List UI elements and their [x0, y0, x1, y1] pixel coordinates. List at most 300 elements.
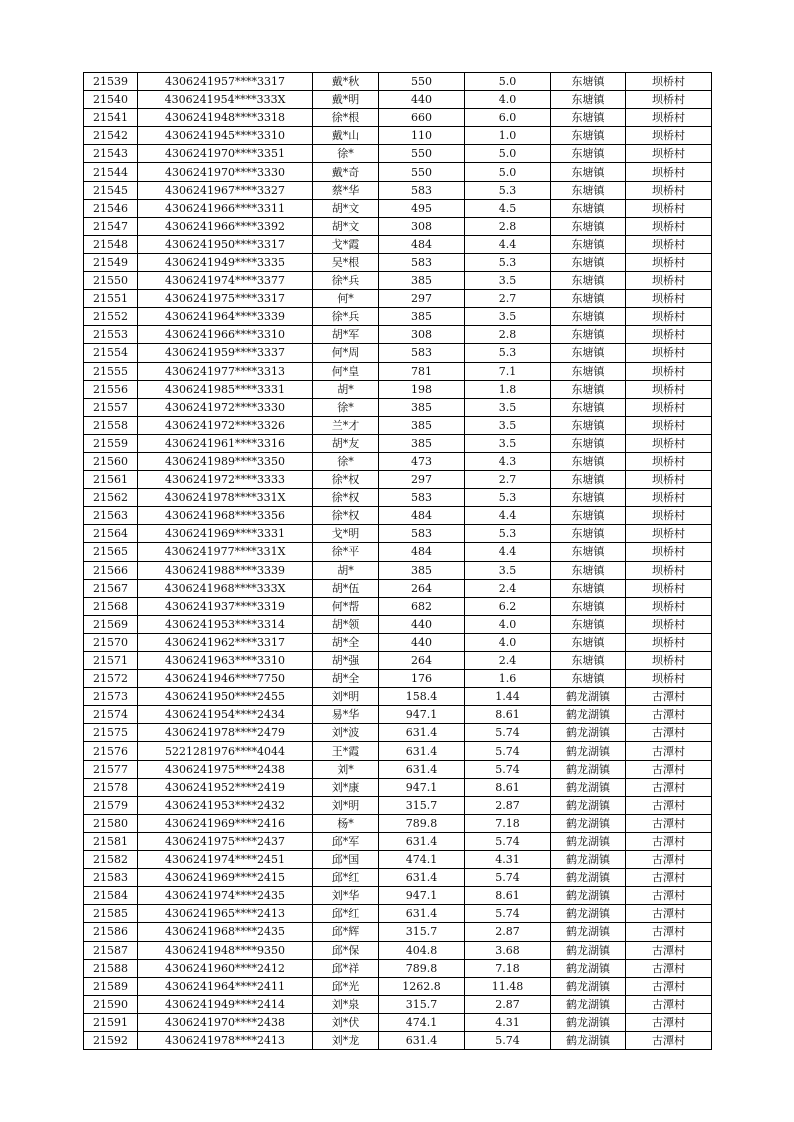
- village-cell: 坝桥村: [626, 579, 712, 597]
- town-cell: 东塘镇: [551, 525, 626, 543]
- village-cell: 坝桥村: [626, 507, 712, 525]
- table-row: [84, 199, 712, 217]
- table-row: [84, 380, 712, 398]
- table-row: [84, 235, 712, 253]
- amount-cell: 404.8: [379, 941, 465, 959]
- village-cell: 古潭村: [626, 923, 712, 941]
- quantity-cell: 4.4: [465, 543, 551, 561]
- id-number-cell: 4306241975****2438: [138, 760, 313, 778]
- village-cell: 坝桥村: [626, 670, 712, 688]
- name-cell: 邱*保: [313, 941, 379, 959]
- amount-cell: 631.4: [379, 760, 465, 778]
- table-row: [84, 290, 712, 308]
- seq-cell: 21556: [84, 380, 138, 398]
- name-cell: 王*霞: [313, 742, 379, 760]
- quantity-cell: 2.8: [465, 326, 551, 344]
- table-row: [84, 253, 712, 271]
- id-number-cell: 4306241957****3317: [138, 73, 313, 91]
- seq-cell: 21578: [84, 778, 138, 796]
- id-number-cell: 4306241970****3330: [138, 163, 313, 181]
- name-cell: 何*: [313, 290, 379, 308]
- seq-cell: 21587: [84, 941, 138, 959]
- town-cell: 鹤龙湖镇: [551, 869, 626, 887]
- quantity-cell: 4.3: [465, 452, 551, 470]
- id-number-cell: 5221281976****4044: [138, 742, 313, 760]
- amount-cell: 631.4: [379, 869, 465, 887]
- village-cell: 坝桥村: [626, 91, 712, 109]
- town-cell: 东塘镇: [551, 344, 626, 362]
- seq-cell: 21566: [84, 561, 138, 579]
- amount-cell: 550: [379, 163, 465, 181]
- village-cell: 古潭村: [626, 706, 712, 724]
- table-row: [84, 778, 712, 796]
- amount-cell: 385: [379, 398, 465, 416]
- quantity-cell: 5.3: [465, 525, 551, 543]
- name-cell: 徐*权: [313, 489, 379, 507]
- amount-cell: 440: [379, 633, 465, 651]
- amount-cell: 474.1: [379, 1013, 465, 1031]
- id-number-cell: 4306241964****3339: [138, 308, 313, 326]
- amount-cell: 495: [379, 199, 465, 217]
- table-row: [84, 416, 712, 434]
- amount-cell: 385: [379, 416, 465, 434]
- quantity-cell: 5.74: [465, 832, 551, 850]
- village-cell: 古潭村: [626, 814, 712, 832]
- id-number-cell: 4306241988****3339: [138, 561, 313, 579]
- amount-cell: 484: [379, 507, 465, 525]
- town-cell: 鹤龙湖镇: [551, 742, 626, 760]
- seq-cell: 21548: [84, 235, 138, 253]
- village-cell: 坝桥村: [626, 127, 712, 145]
- table-row: [84, 941, 712, 959]
- town-cell: 东塘镇: [551, 434, 626, 452]
- seq-cell: 21571: [84, 652, 138, 670]
- amount-cell: 583: [379, 525, 465, 543]
- table-row: [84, 1013, 712, 1031]
- id-number-cell: 4306241974****3377: [138, 272, 313, 290]
- table-row: [84, 217, 712, 235]
- village-cell: 坝桥村: [626, 380, 712, 398]
- id-number-cell: 4306241978****2413: [138, 1031, 313, 1049]
- quantity-cell: 4.0: [465, 91, 551, 109]
- seq-cell: 21563: [84, 507, 138, 525]
- quantity-cell: 7.18: [465, 814, 551, 832]
- name-cell: 杨*: [313, 814, 379, 832]
- town-cell: 东塘镇: [551, 416, 626, 434]
- seq-cell: 21546: [84, 199, 138, 217]
- village-cell: 坝桥村: [626, 633, 712, 651]
- amount-cell: 440: [379, 615, 465, 633]
- town-cell: 东塘镇: [551, 507, 626, 525]
- quantity-cell: 5.0: [465, 163, 551, 181]
- table-row: [84, 145, 712, 163]
- table-row: [84, 760, 712, 778]
- village-cell: 古潭村: [626, 1013, 712, 1031]
- quantity-cell: 3.5: [465, 398, 551, 416]
- table-row: [84, 832, 712, 850]
- town-cell: 鹤龙湖镇: [551, 1013, 626, 1031]
- seq-cell: 21592: [84, 1031, 138, 1049]
- id-number-cell: 4306241978****2479: [138, 724, 313, 742]
- name-cell: 戴*明: [313, 91, 379, 109]
- name-cell: 吴*根: [313, 253, 379, 271]
- village-cell: 古潭村: [626, 1031, 712, 1049]
- name-cell: 戴*奇: [313, 163, 379, 181]
- amount-cell: 631.4: [379, 742, 465, 760]
- quantity-cell: 8.61: [465, 778, 551, 796]
- seq-cell: 21580: [84, 814, 138, 832]
- table-row: [84, 1031, 712, 1049]
- village-cell: 古潭村: [626, 959, 712, 977]
- town-cell: 鹤龙湖镇: [551, 851, 626, 869]
- village-cell: 坝桥村: [626, 272, 712, 290]
- seq-cell: 21554: [84, 344, 138, 362]
- quantity-cell: 2.7: [465, 471, 551, 489]
- amount-cell: 264: [379, 579, 465, 597]
- village-cell: 坝桥村: [626, 181, 712, 199]
- village-cell: 古潭村: [626, 977, 712, 995]
- table-row: [84, 851, 712, 869]
- id-number-cell: 4306241959****3337: [138, 344, 313, 362]
- town-cell: 东塘镇: [551, 127, 626, 145]
- seq-cell: 21568: [84, 597, 138, 615]
- quantity-cell: 2.8: [465, 217, 551, 235]
- amount-cell: 947.1: [379, 887, 465, 905]
- seq-cell: 21551: [84, 290, 138, 308]
- table-row: [84, 452, 712, 470]
- quantity-cell: 5.3: [465, 344, 551, 362]
- name-cell: 何*皇: [313, 362, 379, 380]
- village-cell: 古潭村: [626, 995, 712, 1013]
- seq-cell: 21588: [84, 959, 138, 977]
- seq-cell: 21590: [84, 995, 138, 1013]
- name-cell: 邱*祥: [313, 959, 379, 977]
- name-cell: 胡*: [313, 380, 379, 398]
- amount-cell: 660: [379, 109, 465, 127]
- table-row: [84, 995, 712, 1013]
- table-row: [84, 543, 712, 561]
- seq-cell: 21541: [84, 109, 138, 127]
- town-cell: 鹤龙湖镇: [551, 796, 626, 814]
- name-cell: 刘*泉: [313, 995, 379, 1013]
- table-row: [84, 633, 712, 651]
- name-cell: 邱*红: [313, 869, 379, 887]
- name-cell: 邱*红: [313, 905, 379, 923]
- seq-cell: 21539: [84, 73, 138, 91]
- name-cell: 戴*秋: [313, 73, 379, 91]
- amount-cell: 484: [379, 543, 465, 561]
- seq-cell: 21562: [84, 489, 138, 507]
- village-cell: 古潭村: [626, 941, 712, 959]
- amount-cell: 631.4: [379, 905, 465, 923]
- village-cell: 坝桥村: [626, 452, 712, 470]
- quantity-cell: 5.0: [465, 145, 551, 163]
- id-number-cell: 4306241949****3335: [138, 253, 313, 271]
- amount-cell: 583: [379, 344, 465, 362]
- town-cell: 东塘镇: [551, 652, 626, 670]
- seq-cell: 21549: [84, 253, 138, 271]
- table-row: [84, 326, 712, 344]
- seq-cell: 21565: [84, 543, 138, 561]
- id-number-cell: 4306241949****2414: [138, 995, 313, 1013]
- village-cell: 坝桥村: [626, 615, 712, 633]
- name-cell: 刘*龙: [313, 1031, 379, 1049]
- name-cell: 徐*权: [313, 507, 379, 525]
- seq-cell: 21581: [84, 832, 138, 850]
- name-cell: 胡*: [313, 561, 379, 579]
- seq-cell: 21542: [84, 127, 138, 145]
- quantity-cell: 4.5: [465, 199, 551, 217]
- town-cell: 鹤龙湖镇: [551, 959, 626, 977]
- seq-cell: 21573: [84, 688, 138, 706]
- quantity-cell: 11.48: [465, 977, 551, 995]
- amount-cell: 385: [379, 561, 465, 579]
- quantity-cell: 4.4: [465, 507, 551, 525]
- village-cell: 坝桥村: [626, 290, 712, 308]
- id-number-cell: 4306241966****3392: [138, 217, 313, 235]
- amount-cell: 297: [379, 290, 465, 308]
- quantity-cell: 5.74: [465, 869, 551, 887]
- quantity-cell: 2.4: [465, 652, 551, 670]
- seq-cell: 21561: [84, 471, 138, 489]
- village-cell: 古潭村: [626, 778, 712, 796]
- amount-cell: 484: [379, 235, 465, 253]
- seq-cell: 21550: [84, 272, 138, 290]
- village-cell: 坝桥村: [626, 416, 712, 434]
- table-row: [84, 796, 712, 814]
- id-number-cell: 4306241985****3331: [138, 380, 313, 398]
- name-cell: 徐*平: [313, 543, 379, 561]
- seq-cell: 21564: [84, 525, 138, 543]
- quantity-cell: 5.3: [465, 181, 551, 199]
- id-number-cell: 4306241968****333X: [138, 579, 313, 597]
- quantity-cell: 2.87: [465, 995, 551, 1013]
- id-number-cell: 4306241972****3326: [138, 416, 313, 434]
- table-row: [84, 109, 712, 127]
- id-number-cell: 4306241952****2419: [138, 778, 313, 796]
- town-cell: 鹤龙湖镇: [551, 706, 626, 724]
- table-row: [84, 308, 712, 326]
- id-number-cell: 4306241975****3317: [138, 290, 313, 308]
- id-number-cell: 4306241969****2415: [138, 869, 313, 887]
- quantity-cell: 5.74: [465, 742, 551, 760]
- town-cell: 东塘镇: [551, 109, 626, 127]
- table-row: [84, 742, 712, 760]
- quantity-cell: 5.3: [465, 253, 551, 271]
- id-number-cell: 4306241975****2437: [138, 832, 313, 850]
- amount-cell: 315.7: [379, 995, 465, 1013]
- quantity-cell: 3.5: [465, 308, 551, 326]
- quantity-cell: 5.74: [465, 724, 551, 742]
- village-cell: 坝桥村: [626, 326, 712, 344]
- town-cell: 鹤龙湖镇: [551, 977, 626, 995]
- village-cell: 坝桥村: [626, 163, 712, 181]
- quantity-cell: 5.74: [465, 760, 551, 778]
- table-row: [84, 814, 712, 832]
- amount-cell: 110: [379, 127, 465, 145]
- village-cell: 坝桥村: [626, 434, 712, 452]
- town-cell: 东塘镇: [551, 326, 626, 344]
- table-row: [84, 923, 712, 941]
- seq-cell: 21586: [84, 923, 138, 941]
- village-cell: 古潭村: [626, 724, 712, 742]
- table-row: [84, 272, 712, 290]
- village-cell: 坝桥村: [626, 362, 712, 380]
- id-number-cell: 4306241967****3327: [138, 181, 313, 199]
- village-cell: 古潭村: [626, 742, 712, 760]
- seq-cell: 21560: [84, 452, 138, 470]
- table-row: [84, 959, 712, 977]
- quantity-cell: 8.61: [465, 706, 551, 724]
- amount-cell: 385: [379, 434, 465, 452]
- id-number-cell: 4306241953****3314: [138, 615, 313, 633]
- town-cell: 东塘镇: [551, 633, 626, 651]
- seq-cell: 21553: [84, 326, 138, 344]
- village-cell: 坝桥村: [626, 145, 712, 163]
- amount-cell: 583: [379, 181, 465, 199]
- amount-cell: 1262.8: [379, 977, 465, 995]
- id-number-cell: 4306241963****3310: [138, 652, 313, 670]
- village-cell: 坝桥村: [626, 253, 712, 271]
- village-cell: 坝桥村: [626, 73, 712, 91]
- town-cell: 东塘镇: [551, 471, 626, 489]
- table-row: [84, 471, 712, 489]
- quantity-cell: 2.7: [465, 290, 551, 308]
- village-cell: 坝桥村: [626, 652, 712, 670]
- id-number-cell: 4306241954****333X: [138, 91, 313, 109]
- amount-cell: 550: [379, 145, 465, 163]
- table-row: [84, 579, 712, 597]
- id-number-cell: 4306241970****2438: [138, 1013, 313, 1031]
- table-row: [84, 489, 712, 507]
- town-cell: 东塘镇: [551, 597, 626, 615]
- town-cell: 鹤龙湖镇: [551, 814, 626, 832]
- amount-cell: 583: [379, 489, 465, 507]
- town-cell: 东塘镇: [551, 181, 626, 199]
- table-row: [84, 525, 712, 543]
- name-cell: 胡*领: [313, 615, 379, 633]
- table-row: [84, 688, 712, 706]
- quantity-cell: 1.0: [465, 127, 551, 145]
- quantity-cell: 2.87: [465, 923, 551, 941]
- id-number-cell: 4306241989****3350: [138, 452, 313, 470]
- town-cell: 东塘镇: [551, 91, 626, 109]
- id-number-cell: 4306241970****3351: [138, 145, 313, 163]
- quantity-cell: 3.5: [465, 272, 551, 290]
- village-cell: 古潭村: [626, 832, 712, 850]
- table-row: [84, 561, 712, 579]
- village-cell: 坝桥村: [626, 489, 712, 507]
- town-cell: 东塘镇: [551, 615, 626, 633]
- seq-cell: 21558: [84, 416, 138, 434]
- id-number-cell: 4306241969****3331: [138, 525, 313, 543]
- town-cell: 东塘镇: [551, 235, 626, 253]
- name-cell: 易*华: [313, 706, 379, 724]
- town-cell: 鹤龙湖镇: [551, 1031, 626, 1049]
- table-row: [84, 670, 712, 688]
- amount-cell: 474.1: [379, 851, 465, 869]
- town-cell: 东塘镇: [551, 561, 626, 579]
- table-row: [84, 869, 712, 887]
- seq-cell: 21575: [84, 724, 138, 742]
- amount-cell: 781: [379, 362, 465, 380]
- town-cell: 鹤龙湖镇: [551, 832, 626, 850]
- id-number-cell: 4306241960****2412: [138, 959, 313, 977]
- name-cell: 戈*霞: [313, 235, 379, 253]
- name-cell: 徐*: [313, 145, 379, 163]
- village-cell: 坝桥村: [626, 109, 712, 127]
- name-cell: 邱*光: [313, 977, 379, 995]
- town-cell: 东塘镇: [551, 73, 626, 91]
- seq-cell: 21584: [84, 887, 138, 905]
- amount-cell: 308: [379, 217, 465, 235]
- name-cell: 徐*: [313, 398, 379, 416]
- amount-cell: 631.4: [379, 724, 465, 742]
- id-number-cell: 4306241962****3317: [138, 633, 313, 651]
- amount-cell: 631.4: [379, 832, 465, 850]
- id-number-cell: 4306241978****331X: [138, 489, 313, 507]
- id-number-cell: 4306241964****2411: [138, 977, 313, 995]
- seq-cell: 21540: [84, 91, 138, 109]
- seq-cell: 21572: [84, 670, 138, 688]
- town-cell: 东塘镇: [551, 362, 626, 380]
- table-row: [84, 73, 712, 91]
- name-cell: 戴*山: [313, 127, 379, 145]
- seq-cell: 21567: [84, 579, 138, 597]
- seq-cell: 21577: [84, 760, 138, 778]
- town-cell: 东塘镇: [551, 199, 626, 217]
- table-row: [84, 163, 712, 181]
- amount-cell: 550: [379, 73, 465, 91]
- name-cell: 戈*明: [313, 525, 379, 543]
- name-cell: 胡*军: [313, 326, 379, 344]
- quantity-cell: 6.0: [465, 109, 551, 127]
- town-cell: 鹤龙湖镇: [551, 724, 626, 742]
- amount-cell: 315.7: [379, 923, 465, 941]
- quantity-cell: 7.1: [465, 362, 551, 380]
- amount-cell: 198: [379, 380, 465, 398]
- seq-cell: 21579: [84, 796, 138, 814]
- table-row: [84, 905, 712, 923]
- table-row: [84, 977, 712, 995]
- seq-cell: 21570: [84, 633, 138, 651]
- village-cell: 古潭村: [626, 905, 712, 923]
- id-number-cell: 4306241972****3330: [138, 398, 313, 416]
- table-row: [84, 398, 712, 416]
- name-cell: 刘*伏: [313, 1013, 379, 1031]
- quantity-cell: 7.18: [465, 959, 551, 977]
- name-cell: 刘*: [313, 760, 379, 778]
- data-table: [83, 72, 712, 1050]
- table-row: [84, 887, 712, 905]
- seq-cell: 21552: [84, 308, 138, 326]
- quantity-cell: 5.0: [465, 73, 551, 91]
- name-cell: 邱*国: [313, 851, 379, 869]
- village-cell: 坝桥村: [626, 561, 712, 579]
- name-cell: 刘*明: [313, 796, 379, 814]
- id-number-cell: 4306241945****3310: [138, 127, 313, 145]
- name-cell: 胡*文: [313, 217, 379, 235]
- id-number-cell: 4306241977****331X: [138, 543, 313, 561]
- id-number-cell: 4306241946****7750: [138, 670, 313, 688]
- name-cell: 徐*权: [313, 471, 379, 489]
- village-cell: 坝桥村: [626, 543, 712, 561]
- quantity-cell: 8.61: [465, 887, 551, 905]
- name-cell: 胡*强: [313, 652, 379, 670]
- town-cell: 鹤龙湖镇: [551, 688, 626, 706]
- seq-cell: 21544: [84, 163, 138, 181]
- name-cell: 刘*华: [313, 887, 379, 905]
